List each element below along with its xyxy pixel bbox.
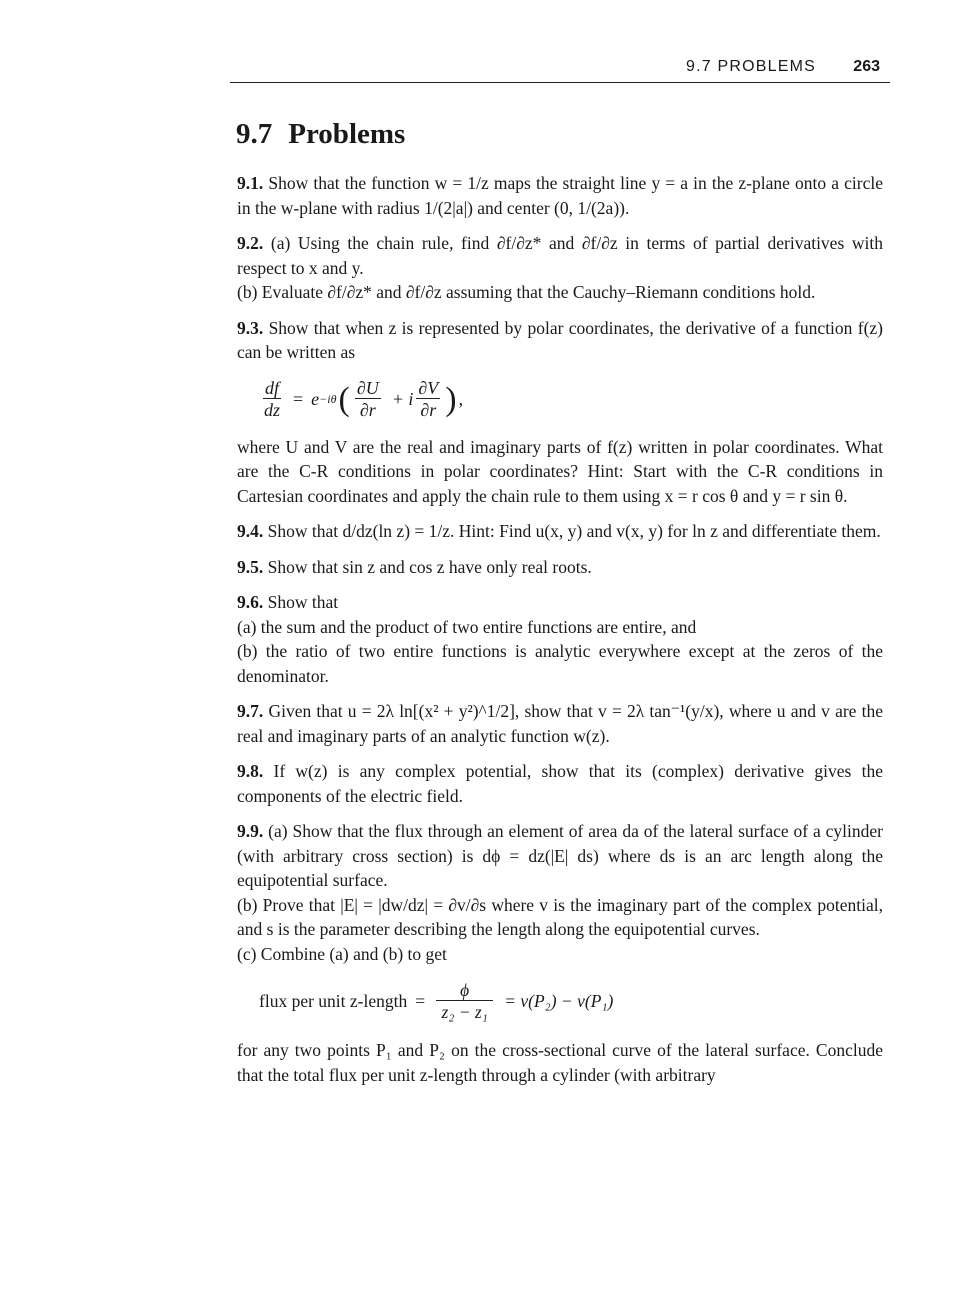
problem-9-6 (237, 590, 883, 688)
problem-number: 9.6. (237, 592, 264, 612)
problem-text: Show that the function w = 1/z maps the straight line y = a in the z-plane onto a circle in the w-plane with radius 1/(2|a|) and center (0, 1/(2a)). (237, 173, 883, 218)
problem-part: (a) the sum and the product of two entire functions are entire, and (237, 616, 697, 637)
problem-text: Given that u = 2λ ln[(x² + y²)^1/2], show that v = 2λ tan⁻¹(y/x), where u and v are the real and imaginary parts of an analytic function w(z). (237, 701, 884, 746)
problem-9-8 (237, 759, 883, 808)
problem-9-4 (237, 519, 883, 544)
problem-part: (b) Evaluate ∂f/∂z* and ∂f/∂z assuming that the Cauchy–Riemann conditions hold. (237, 282, 816, 302)
problem-number: 9.3. (237, 317, 264, 338)
problem-number: 9.4. (237, 521, 264, 541)
problem-9-7 (237, 699, 883, 748)
problem-text-continued: for any two points P₁ and P₂ on the cross-sectional curve of the lateral surface. Conclude that the total flux per unit z-length through a cylinder (with arbitrary (237, 1040, 883, 1085)
problem-part: (b) the ratio of two entire functions is analytic everywhere except at the zeros of the denominator. (237, 641, 883, 686)
problem-number: 9.7. (237, 701, 264, 721)
fraction-dV-dr: $\frac{\partial V}{\partial r}$ (418, 378, 439, 420)
problem-text: (a) Show that the flux through an element of area da of the lateral surface of a cylinder (with arbitrary cross section) is dϕ = dz(|E| ds) where ds is an arc length along the equipotential surface. (237, 821, 884, 890)
problem-number: 9.8. (237, 761, 264, 781)
fraction-dU-dr: $\frac{\partial U}{\partial r}$ (356, 378, 379, 420)
problem-number: 9.5. (237, 556, 264, 577)
running-head-title: 9.7 PROBLEMS (685, 58, 816, 75)
problem-number: 9.9. (237, 821, 264, 841)
problem-9-5 (237, 555, 883, 580)
problem-9-9 (237, 819, 883, 1087)
problem-part: (b) Prove that |E| = |dw/dz| = ∂v/∂s where v is the imaginary part of the complex potential, and s is the parameter describing the length along the equipotential curves. (237, 894, 883, 939)
problem-text: Show that sin z and cos z have only real roots. (267, 556, 592, 577)
section-heading (236, 118, 405, 151)
problem-text-continued: where U and V are the real and imaginary parts of f(z) written in polar coordinates. What are the C-R conditions in polar coordinates? Hint: Start with the C-R conditions in Cartesian coordinates and apply the chain rule to them using x = r cos θ and y = r sin θ. (237, 436, 883, 506)
problem-text: Show that d/dz(ln z) = 1/z. Hint: Find u(x, y) and v(x, y) for ln z and differentiate them. (267, 521, 881, 541)
fraction-df-dz: $\frac{df}{dz}$ (264, 378, 281, 420)
problem-part: (c) Combine (a) and (b) to get (237, 943, 447, 964)
problems-list (237, 171, 883, 1098)
problem-text: If w(z) is any complex potential, show that its (complex) derivative gives the components of the electric field. (237, 761, 884, 806)
problem-text: Show that when z is represented by polar coordinates, the derivative of a function f(z) can be written as (237, 317, 883, 362)
running-head (230, 58, 890, 83)
fraction-phi: $\frac{\phi}{\text{z₂ − z₁}}$ (436, 980, 493, 1023)
problem-number: 9.1. (237, 173, 264, 193)
page-number: 263 (853, 58, 880, 75)
problem-9-2 (237, 231, 883, 305)
polar-derivative-equation: $\frac{df}{dz}$ = e −iθ ( $\frac{\partial U}{\partial r}$ + i $\frac{\partial V}{\partial r}$ ) , (264, 378, 464, 420)
problem-text: (a) Using the chain rule, find ∂f/∂z* and ∂f/∂z in terms of partial derivatives with respect to x and y. (237, 233, 883, 278)
section-title: Problems (288, 118, 406, 150)
problem-9-3 (237, 316, 883, 509)
flux-equation: flux per unit z-length = $\frac{\phi}{\text{z₂ − z₁}}$ = v(P₂) − v(P₁) (259, 979, 614, 1022)
section-number: 9.7 (236, 118, 273, 150)
problem-text: Show that (267, 592, 339, 612)
problem-number: 9.2. (237, 233, 264, 253)
problem-9-1 (237, 171, 883, 220)
